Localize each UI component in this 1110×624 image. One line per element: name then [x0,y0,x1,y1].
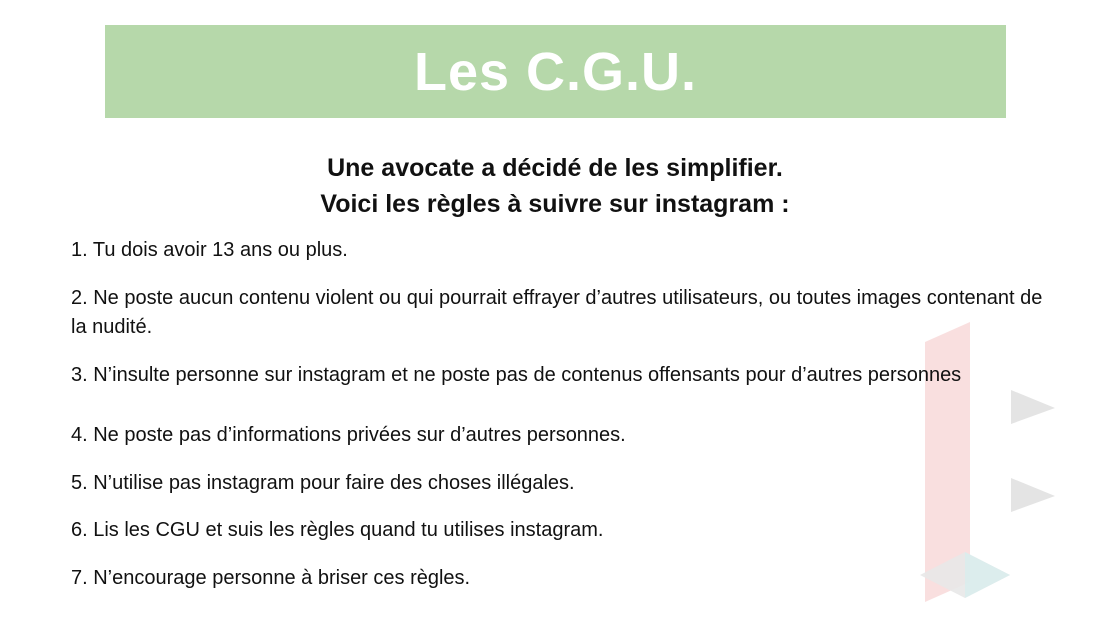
rule-item-2: 2. Ne poste aucun contenu violent ou qui pourrait effrayer d’autres utilisateurs, ou toutes images contenant de la nudité. [71,287,1043,338]
page-title: Les C.G.U. [413,41,698,102]
watermark-triangle-top [1011,390,1055,424]
rule-item-4: 4. Ne poste pas d’informations privées sur d’autres personnes. [71,424,626,446]
intro-line-1: Une avocate a décidé de les simplifier. [327,154,783,182]
title-banner [105,25,1006,118]
rule-item-6: 6. Lis les CGU et suis les règles quand tu utilises instagram. [71,519,604,541]
rule-item-7: 7. N’encourage personne à briser ces règles. [71,567,471,589]
rule-item-3: 3. N’insulte personne sur instagram et ne poste pas de contenus offensants pour d’autres personnes [71,364,962,386]
rule-item-1: 1. Tu dois avoir 13 ans ou plus. [71,239,348,261]
intro-line-2: Voici les règles à suivre sur instagram : [320,190,790,218]
rule-item-5: 5. N’utilise pas instagram pour faire des choses illégales. [71,472,575,494]
intro-heading [0,150,1110,222]
